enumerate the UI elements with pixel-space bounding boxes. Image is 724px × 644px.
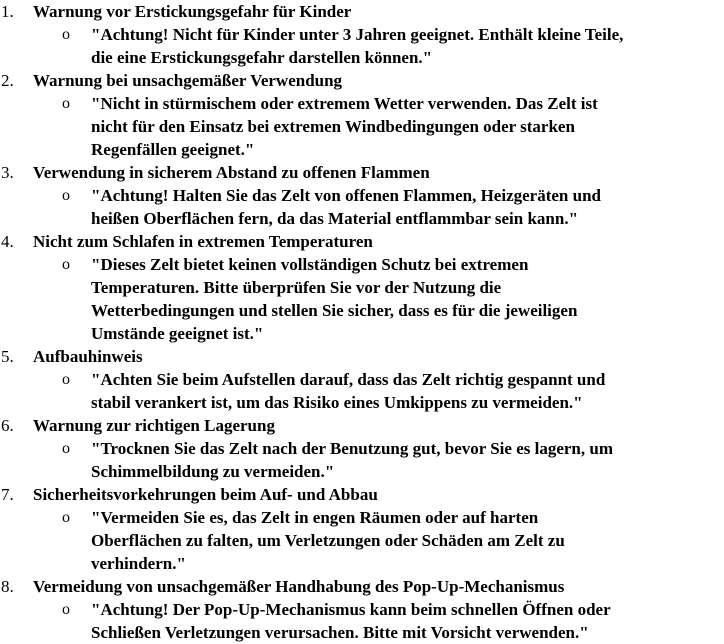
warning-text-line: Wetterbedingungen und stellen Sie sicher, dass es für die jeweiligen bbox=[91, 301, 578, 320]
warning-text-row bbox=[0, 92, 724, 161]
item-heading: Aufbauhinweis bbox=[33, 347, 143, 366]
warning-item bbox=[0, 161, 724, 230]
warning-text-line: Schließen Verletzungen verursachen. Bitte mit Vorsicht verwenden." bbox=[91, 623, 589, 642]
bullet-marker: o bbox=[62, 187, 70, 204]
item-heading: Warnung bei unsachgemäßer Verwendung bbox=[33, 71, 343, 90]
warning-text-line: Schimmelbildung zu vermeiden." bbox=[91, 462, 335, 481]
bullet-marker: o bbox=[62, 509, 70, 526]
warning-text-line: nicht für den Einsatz bei extremen Windbedingungen oder starken bbox=[91, 117, 575, 136]
warning-text-line: "Vermeiden Sie es, das Zelt in engen Räumen oder auf harten bbox=[91, 508, 539, 527]
warning-text-line: "Nicht in stürmischem oder extremem Wetter verwenden. Das Zelt ist bbox=[91, 94, 598, 113]
warning-text bbox=[91, 598, 722, 644]
warning-text-line: "Trocknen Sie das Zelt nach der Benutzung gut, bevor Sie es lagern, um bbox=[91, 439, 613, 458]
warning-text bbox=[91, 184, 722, 230]
item-number: 3. bbox=[1, 163, 14, 182]
warning-text-line: heißen Oberflächen fern, da das Material entflammbar sein kann." bbox=[91, 209, 579, 228]
warning-text-line: stabil verankert ist, um das Risiko eines Umkippens zu vermeiden." bbox=[91, 393, 583, 412]
warning-text-line: "Achtung! Halten Sie das Zelt von offenen Flammen, Heizgeräten und bbox=[91, 186, 601, 205]
warning-text-line: Regenfällen geeignet." bbox=[91, 140, 255, 159]
item-number: 5. bbox=[1, 347, 14, 366]
item-number: 7. bbox=[1, 485, 14, 504]
item-number: 6. bbox=[1, 416, 14, 435]
item-number: 8. bbox=[1, 577, 14, 596]
warning-text-line: "Achtung! Nicht für Kinder unter 3 Jahren geeignet. Enthält kleine Teile, bbox=[91, 25, 624, 44]
item-heading: Sicherheitsvorkehrungen beim Auf- und Abbau bbox=[33, 485, 378, 504]
warning-text-line: verhindern." bbox=[91, 554, 186, 573]
item-heading: Warnung vor Erstickungsgefahr für Kinder bbox=[33, 2, 352, 21]
warning-text-row bbox=[0, 184, 724, 230]
warning-text-row bbox=[0, 253, 724, 345]
warning-item bbox=[0, 0, 724, 69]
bullet-marker: o bbox=[62, 95, 70, 112]
bullet-marker: o bbox=[62, 26, 70, 43]
item-number: 4. bbox=[1, 232, 14, 251]
warning-item bbox=[0, 230, 724, 345]
warning-item bbox=[0, 69, 724, 161]
bullet-marker: o bbox=[62, 256, 70, 273]
item-heading: Nicht zum Schlafen in extremen Temperaturen bbox=[33, 232, 373, 251]
warning-text bbox=[91, 437, 722, 483]
warning-text-line: die eine Erstickungsgefahr darstellen können." bbox=[91, 48, 433, 67]
item-heading: Vermeidung von unsachgemäßer Handhabung des Pop-Up-Mechanismus bbox=[33, 577, 565, 596]
item-number: 2. bbox=[1, 71, 14, 90]
warning-text-line: "Dieses Zelt bietet keinen vollständigen Schutz bei extremen bbox=[91, 255, 529, 274]
warning-text-line: Umstände geeignet ist." bbox=[91, 324, 264, 343]
warning-text-row bbox=[0, 598, 724, 644]
warning-text-line: Oberflächen zu falten, um Verletzungen oder Schäden am Zelt zu bbox=[91, 531, 565, 550]
warning-text bbox=[91, 506, 722, 575]
warning-text bbox=[91, 23, 722, 69]
warning-item bbox=[0, 483, 724, 575]
warning-text bbox=[91, 92, 722, 161]
warning-text-line: "Achten Sie beim Aufstellen darauf, dass das Zelt richtig gespannt und bbox=[91, 370, 606, 389]
warning-text-row bbox=[0, 506, 724, 575]
warning-text bbox=[91, 253, 722, 345]
warning-text-line: "Achtung! Der Pop-Up-Mechanismus kann beim schnellen Öffnen oder bbox=[91, 600, 611, 619]
warning-text-line: Temperaturen. Bitte überprüfen Sie vor der Nutzung die bbox=[91, 278, 502, 297]
warning-text bbox=[91, 368, 722, 414]
warning-item bbox=[0, 414, 724, 483]
warning-text-row bbox=[0, 23, 724, 69]
bullet-marker: o bbox=[62, 601, 70, 618]
item-heading: Warnung zur richtigen Lagerung bbox=[33, 416, 275, 435]
warning-item bbox=[0, 575, 724, 644]
bullet-marker: o bbox=[62, 440, 70, 457]
item-number: 1. bbox=[1, 2, 14, 21]
warning-text-row bbox=[0, 368, 724, 414]
bullet-marker: o bbox=[62, 371, 70, 388]
warning-text-row bbox=[0, 437, 724, 483]
item-heading: Verwendung in sicherem Abstand zu offenen Flammen bbox=[33, 163, 430, 182]
warning-item bbox=[0, 345, 724, 414]
